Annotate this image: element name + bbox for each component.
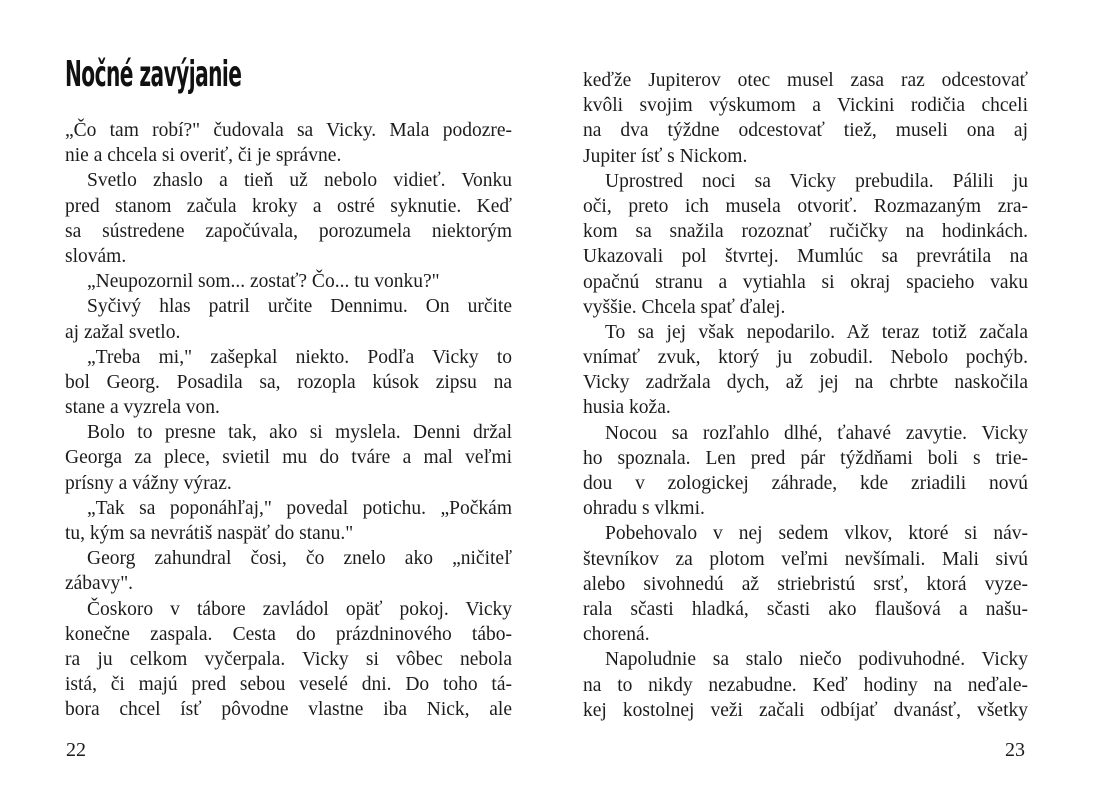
- text-line: Napoludnie sa stalo niečo podivuhodné. Vicky: [605, 649, 1028, 671]
- text-line: nie a chcela si overiť, či je správne.: [65, 145, 342, 167]
- text-line: Georga za plece, svietil mu do tváre a mal veľmi: [65, 447, 512, 469]
- text-line: prísny a vážny výraz.: [65, 472, 232, 494]
- text-line: alebo sivohnedú až striebristú srsť, ktorá vyze-: [583, 573, 1028, 595]
- text-line: chorená.: [583, 624, 650, 646]
- text-line: na to nikdy nezabudne. Keď hodiny na neďale-: [583, 674, 1028, 696]
- text-line: „Neupozornil som... zostať? Čo... tu vonku?": [87, 271, 440, 293]
- page-right-text-column: [583, 68, 1028, 723]
- text-line: kvôli svojim výskumom a Vickini rodičia chceli: [583, 95, 1028, 117]
- text-line: ra ju celkom vyčerpala. Vicky si vôbec nebola: [65, 648, 512, 670]
- text-line: rala sčasti hladká, sčasti ako flaušová a našu-: [583, 598, 1028, 620]
- text-line: istá, či majú pred sebou veselé dni. Do toho tá-: [65, 674, 512, 696]
- page-number-left: 22: [66, 739, 86, 761]
- text-line: Čoskoro v tábore zavládol opäť pokoj. Vicky: [87, 598, 512, 620]
- page-left: [65, 0, 512, 800]
- text-line: tu, kým sa nevrátiš naspäť do stanu.": [65, 523, 354, 544]
- text-line: To sa jej však nepodarilo. Až teraz totiž začala: [605, 321, 1028, 343]
- text-line: „Čo tam robí?" čudovala sa Vicky. Mala podozre-: [65, 120, 512, 141]
- text-line: števníkov za plotom veľmi nevšímali. Mali sivú: [583, 548, 1028, 570]
- text-line: ho spoznala. Len pred pár týždňami boli s trie-: [583, 447, 1028, 469]
- text-line: slovám.: [65, 245, 127, 267]
- text-line: aj zažal svetlo.: [65, 321, 181, 343]
- text-line: stane a vyzrela von.: [65, 397, 220, 419]
- text-line: sa sústredene započúvala, porozumela niektorým: [65, 220, 512, 242]
- text-line: husia koža.: [583, 397, 671, 419]
- text-line: Jupiter ísť s Nickom.: [583, 145, 748, 167]
- text-line: Syčivý hlas patril určite Dennimu. On určite: [87, 296, 512, 318]
- text-line: „Tak sa poponáhľaj," povedal potichu. „Počkám: [87, 497, 512, 519]
- text-line: na dva týždne odcestovať tiež, museli ona aj: [583, 120, 1028, 142]
- text-line: keďže Jupiterov otec musel zasa raz odcestovať: [583, 70, 1028, 91]
- text-line: Vicky zadržala dych, až jej na chrbte naskočila: [583, 372, 1028, 394]
- text-line: Bolo to presne tak, ako si myslela. Denni držal: [87, 422, 512, 444]
- text-line: bol Georg. Posadila sa, rozopla kúsok zipsu na: [65, 371, 512, 393]
- text-line: vyššie. Chcela spať ďalej.: [583, 296, 786, 318]
- text-line: kej kostolnej veži začali odbíjať dvanásť, všetky: [583, 699, 1028, 721]
- text-line: dou v zologickej záhrade, kde zriadili novú: [583, 473, 1028, 494]
- text-line: konečne zaspala. Cesta do prázdninového tábo-: [65, 623, 512, 645]
- text-line: Uprostred noci sa Vicky prebudila. Pálili ju: [605, 170, 1028, 192]
- page-left-text-column: [65, 118, 512, 723]
- page-right: [583, 0, 1028, 800]
- text-line: „Treba mi," zašepkal niekto. Podľa Vicky to: [87, 346, 512, 368]
- text-line: bora chcel ísť pôvodne vlastne iba Nick, ale: [65, 699, 512, 721]
- text-line: Ukazovali pol štvrtej. Mumlúc sa prevrátila na: [583, 246, 1028, 268]
- text-line: Nocou sa rozľahlo dlhé, ťahavé zavytie. Vicky: [605, 422, 1028, 444]
- text-line: zábavy".: [65, 573, 134, 595]
- text-line: opačnú stranu a vytiahla si okraj spacieho vaku: [583, 271, 1028, 293]
- text-line: pred stanom začula kroky a ostré syknutie. Keď: [65, 195, 512, 217]
- text-line: vnímať zvuk, ktorý ju zobudil. Nebolo pochýb.: [583, 347, 1028, 369]
- text-line: ohradu s vlkmi.: [583, 498, 705, 520]
- text-line: Georg zahundral čosi, čo znelo ako „ničiteľ: [87, 548, 512, 570]
- page-number-right: 23: [1005, 739, 1025, 761]
- text-line: kom sa snažila rozoznať ručičky na hodinkách.: [583, 221, 1028, 243]
- text-line: Svetlo zhaslo a tieň už nebolo vidieť. Vonku: [87, 170, 512, 192]
- chapter-title: Nočné zavýjanie: [65, 54, 242, 95]
- text-line: Pobehovalo v nej sedem vlkov, ktoré si náv-: [605, 523, 1028, 545]
- text-line: oči, preto ich musela otvoriť. Rozmazaným zra-: [583, 195, 1028, 217]
